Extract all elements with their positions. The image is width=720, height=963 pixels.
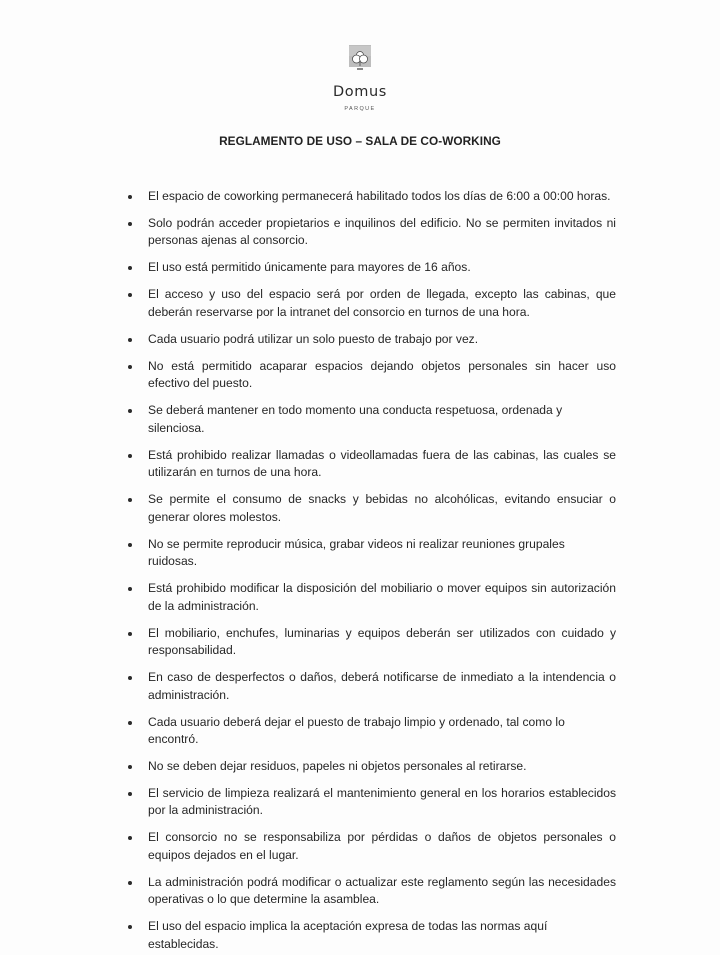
rule-text: Cada usuario podrá utilizar un solo puesto de trabajo por vez. bbox=[148, 331, 479, 346]
bullet-icon bbox=[128, 792, 132, 796]
rule-text: El servicio de limpieza realizará el mantenimiento general en los horarios establecidos por la administración. bbox=[148, 785, 616, 818]
rule-text: Está prohibido modificar la disposición del mobiliario o mover equipos sin autorización de la administración. bbox=[148, 581, 616, 613]
rule-text: La administración podrá modificar o actualizar este reglamento según las necesidades operativas o lo que determine la asamblea. bbox=[148, 874, 616, 907]
rule-text: Cada usuario deberá dejar el puesto de trabajo limpio y ordenado, tal como lo encontró. bbox=[148, 714, 565, 747]
bullet-icon bbox=[128, 266, 132, 270]
rule-item bbox=[128, 785, 616, 820]
rule-item bbox=[128, 331, 616, 349]
rule-item bbox=[128, 286, 616, 321]
rule-item bbox=[128, 714, 616, 749]
bullet-icon bbox=[128, 836, 132, 840]
bullet-icon bbox=[128, 765, 132, 769]
rule-item bbox=[128, 918, 616, 953]
rule-item bbox=[128, 829, 616, 864]
rule-item bbox=[128, 758, 616, 776]
bullet-icon bbox=[128, 587, 132, 591]
logo bbox=[0, 44, 720, 113]
tree-building-icon bbox=[348, 44, 372, 72]
rule-text: El mobiliario, enchufes, luminarias y equipos deberán ser utilizados con cuidado y responsabilidad. bbox=[148, 625, 616, 658]
rule-text: No se deben dejar residuos, papeles ni objetos personales al retirarse. bbox=[148, 759, 527, 773]
bullet-icon bbox=[128, 498, 132, 502]
rule-item bbox=[128, 358, 616, 393]
rule-text: El acceso y uso del espacio será por orden de llegada, excepto las cabinas, que deberán reservarse por la intranet del consorcio en turnos de una hora. bbox=[148, 287, 616, 319]
rule-text: En caso de desperfectos o daños, deberá notificarse de inmediato a la intendencia o administración. bbox=[148, 670, 616, 702]
rule-text: Se deberá mantener en todo momento una conducta respetuosa, ordenada y silenciosa. bbox=[148, 403, 563, 435]
bullet-icon bbox=[128, 454, 132, 458]
bullet-icon bbox=[128, 543, 132, 547]
bullet-icon bbox=[128, 676, 132, 680]
bullet-icon bbox=[128, 293, 132, 297]
brand-subtitle: PARQUE bbox=[344, 106, 376, 112]
rule-text: El espacio de coworking permanecerá habilitado todos los días de 6:00 a 00:00 horas. bbox=[148, 189, 611, 203]
rule-text: El consorcio no se responsabiliza por pérdidas o daños de objetos personales o equipos dejados en el lugar. bbox=[148, 830, 616, 862]
bullet-icon bbox=[128, 195, 132, 199]
bullet-icon bbox=[128, 721, 132, 725]
rule-item bbox=[128, 259, 616, 277]
rule-item bbox=[128, 402, 616, 437]
rule-text: No se permite reproducir música, grabar videos ni realizar reuniones grupales ruidosas. bbox=[148, 536, 565, 569]
rules-list bbox=[128, 188, 616, 963]
rule-item bbox=[128, 491, 616, 526]
bullet-icon bbox=[128, 632, 132, 636]
rule-text: Se permite el consumo de snacks y bebidas no alcohólicas, evitando ensuciar o generar olores molestos. bbox=[148, 492, 616, 524]
rule-item bbox=[128, 669, 616, 704]
document-title: REGLAMENTO DE USO – SALA DE CO-WORKING bbox=[219, 134, 501, 148]
bullet-icon bbox=[128, 409, 132, 413]
bullet-icon bbox=[128, 881, 132, 885]
bullet-icon bbox=[128, 338, 132, 342]
rule-item bbox=[128, 447, 616, 482]
rule-item bbox=[128, 874, 616, 909]
rule-item bbox=[128, 536, 616, 571]
bullet-icon bbox=[128, 925, 132, 929]
rule-text: No está permitido acaparar espacios dejando objetos personales sin hacer uso efectivo del puesto. bbox=[148, 358, 616, 391]
rule-text: Solo podrán acceder propietarios e inquilinos del edificio. No se permiten invitados ni personas ajenas al consorcio. bbox=[148, 215, 616, 248]
bullet-icon bbox=[128, 365, 132, 369]
rule-item bbox=[128, 625, 616, 660]
rule-item bbox=[128, 188, 616, 206]
rule-text: El uso del espacio implica la aceptación expresa de todas las normas aquí establecidas. bbox=[148, 919, 548, 951]
rule-text: Está prohibido realizar llamadas o videollamadas fuera de las cabinas, las cuales se utilizarán en turnos de una hora. bbox=[148, 447, 616, 480]
rule-item bbox=[128, 215, 616, 250]
rule-text: El uso está permitido únicamente para mayores de 16 años. bbox=[148, 260, 471, 275]
rule-item bbox=[128, 580, 616, 615]
bullet-icon bbox=[128, 222, 132, 226]
brand-name: Domus bbox=[333, 84, 387, 100]
